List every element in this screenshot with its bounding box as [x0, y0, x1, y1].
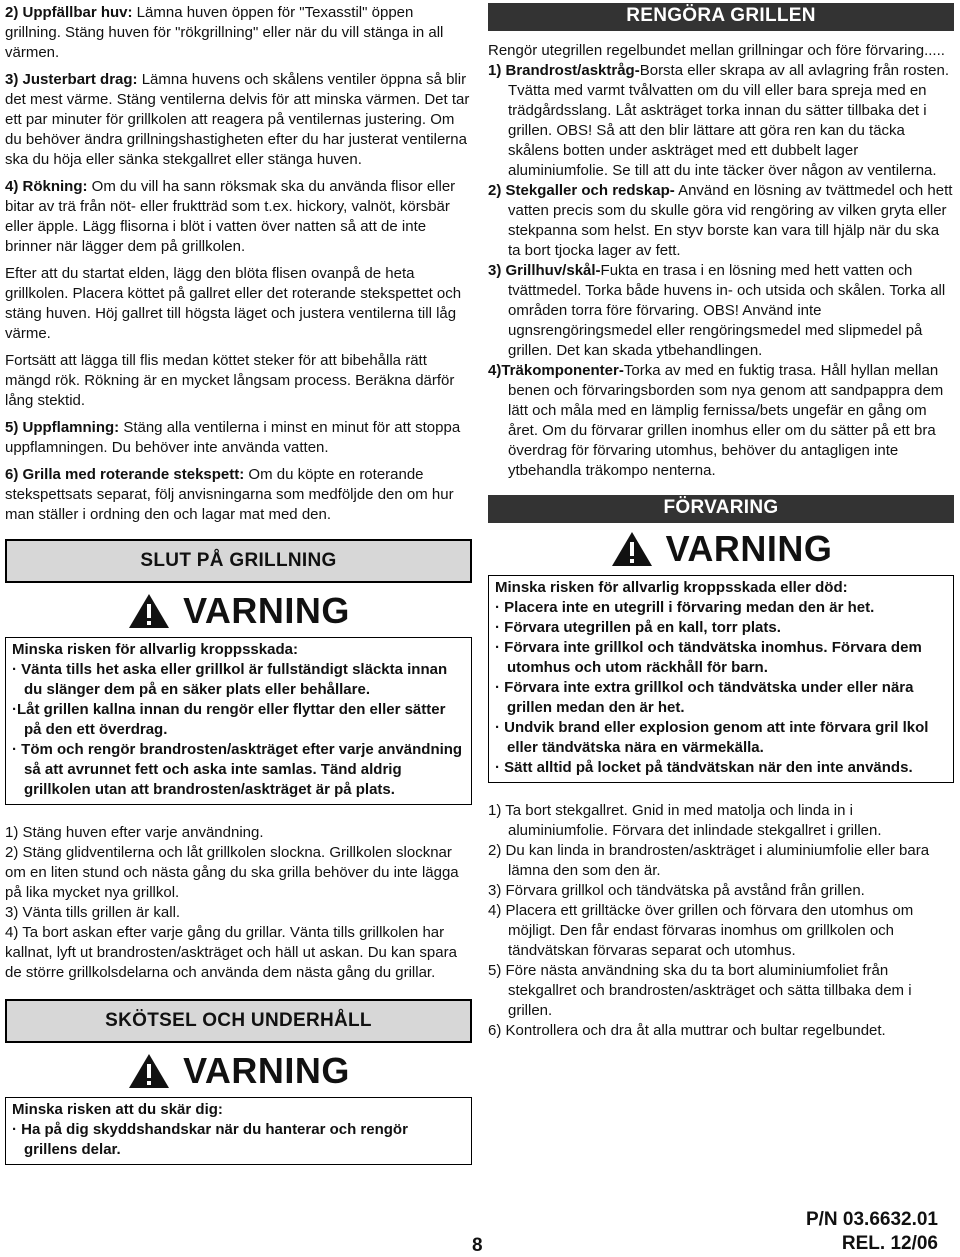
warning-item: · Förvara inte extra grillkol och tändvätska under eller nära grillen medan den är het.	[495, 679, 914, 716]
add-chips-paragraph: Fortsätt att lägga till flis medan köttet steker för att bibehålla rätt mängd rök. Rökning är en mycket långsam process. Beräkna därför lång stektid.	[5, 352, 455, 409]
warning-item: · Töm och rengör brandrosten/askträget efter varje användning så att avrunnet fett och aska inte samlas. Tänd aldrig grillkolen utan att brandrosten/askträget är på plats.	[12, 741, 463, 798]
paragraph-heading: 2) Uppfällbar huv:	[5, 4, 133, 21]
paragraph-text: Stäng alla ventilerna i minst en minut för att stoppa uppflamningen. Du behöver inte använda vatten.	[5, 419, 461, 456]
item-text: Torka av med en fuktig trasa. Håll hyllan mellan benen och förvaringsborden som nya genom att sandpappra dem lätt och måla med en lämplig fernissa/bets ungefär en gång om året. Om du förvarar grillen inomhus eller om du sätter på ett bra överdrag för förvaring utomhus, behöver du antagligen inte ytbehandla träkompo nenterna.	[508, 362, 944, 479]
warning-item: ·Låt grillen kallna innan du rengör eller flyttar den eller sätter på den ett överdrag.	[12, 701, 446, 738]
warning-box-end-of-grilling	[5, 637, 472, 805]
warning-box-storage	[488, 575, 954, 783]
item-text: Borsta eller skrapa av all avlagring från rosten. Tvätta med varmt tvålvatten om du vill eller bara spreja med en trädgårdsslang. Låt askträget torka innan du sätter tillbaka det i grillen. OBS! Så att den blir lättare att göra ren kan du täcka skålens botten under askträget med ett dubbelt lager aluminiumfolie. Se till att du inte täcker över någon av ventilerna.	[508, 62, 950, 179]
step-item: 4) Ta bort askan efter varje gång du grillar. Vänta tills grillkolen har kallnat, lyft ut brandrosten/askträget och häll ut askan. Du kan spara de större grillkolsdelarna och använda dem nästa gång du grillar.	[5, 924, 457, 981]
end-of-grilling-steps	[5, 823, 472, 983]
cleaning-list	[488, 61, 954, 481]
warning-item: · Vänta tills het aska eller grillkol är fullständigt släckta innan du slänger dem på en säker plats eller behållare.	[12, 661, 448, 698]
left-column	[5, 3, 472, 1165]
warning-item: · Förvara inte grillkol och tändvätska inomhus. Förvara dem utomhus och utom räckhåll för barn.	[495, 639, 922, 676]
section-header-care-maintenance: SKÖTSEL OCH UNDERHÅLL	[5, 999, 472, 1043]
step-item: 4) Placera ett grilltäcke över grillen och förvara den utomhus om möjligt. Den får endast förvaras inomhus om grillkolen och tändvätskan förvaras separat och utomhus.	[488, 902, 914, 959]
smoking-paragraph	[5, 177, 472, 257]
warning-banner	[488, 527, 954, 571]
section-header-cleaning: RENGÖRA GRILLEN	[488, 3, 954, 31]
warning-lead: Minska risken att du skär dig:	[12, 1101, 223, 1118]
step-item: 1) Ta bort stekgallret. Gnid in med matolja och linda in i aluminiumfolie. Förvara det inlindade stekgallret i grillen.	[488, 802, 882, 839]
item-heading: 1) Brandrost/asktråg-	[488, 62, 640, 79]
warning-triangle-icon	[610, 530, 654, 568]
part-number: P/N 03.6632.01	[805, 1209, 938, 1230]
item-heading: 3) Grillhuv/skål-	[488, 262, 601, 279]
paragraph-text: Lämna huven öppen för "Texasstil" öppen grillning. Stäng huven för "rökgrillning" eller när du vill stänga in all värmen.	[5, 4, 444, 61]
warning-triangle-icon	[127, 1052, 171, 1090]
warning-item: · Placera inte en utegrill i förvaring medan den är het.	[495, 599, 875, 616]
cleaning-intro: Rengör utegrillen regelbundet mellan grillningar och före förvaring.....	[488, 42, 945, 59]
item-heading: 4)Träkomponenter-	[488, 362, 624, 379]
cleaning-item	[488, 261, 954, 361]
cleaning-item	[488, 61, 954, 181]
adjustable-draft-paragraph	[5, 70, 472, 170]
rotisserie-paragraph	[5, 465, 472, 525]
storage-steps	[488, 801, 954, 1041]
page-number: 8	[472, 1235, 483, 1256]
warning-word: VARNING	[183, 590, 350, 631]
step-item: 3) Vänta tills grillen är kall.	[5, 904, 181, 921]
wood-chips-paragraph: Efter att du startat elden, lägg den blöta flisen ovanpå de heta grillkolen. Placera köttet på gallret eller det roterande stekspettet och stäng huven. Höj gallret till högsta läget och justera ventilerna till låg värme.	[5, 265, 462, 342]
warning-word: VARNING	[665, 528, 833, 569]
adjustable-hood-paragraph	[5, 3, 472, 63]
release-date: REL. 12/06	[841, 1233, 938, 1254]
paragraph-heading: 6) Grilla med roterande stekspett:	[5, 466, 245, 483]
item-text: Använd en lösning av tvättmedel och hett vatten precis som du skulle göra vid rengöring av vilken gryta eller stekpanna som helst. En styv borste kan vara till hjälp när du ska ta bort tjocka lager av fett.	[508, 182, 953, 259]
warning-triangle-icon	[127, 592, 171, 630]
paragraph-heading: 3) Justerbart drag:	[5, 71, 138, 88]
warning-word: VARNING	[183, 1050, 350, 1091]
step-item: 1) Stäng huven efter varje användning.	[5, 824, 264, 841]
warning-item: · Ha på dig skyddshandskar när du hanterar och rengör grillens delar.	[12, 1121, 408, 1158]
warning-item: · Sätt alltid på locket på tändvätskan när den inte används.	[495, 759, 913, 776]
cleaning-item	[488, 361, 954, 481]
flare-up-paragraph	[5, 418, 472, 458]
warning-lead: Minska risken för allvarlig kroppsskada eller död:	[495, 579, 848, 596]
section-header-storage: FÖRVARING	[488, 495, 954, 523]
paragraph-heading: 5) Uppflamning:	[5, 419, 120, 436]
warning-item: · Förvara utegrillen på en kall, torr plats.	[495, 619, 781, 636]
step-item: 3) Förvara grillkol och tändvätska på avstånd från grillen.	[488, 882, 865, 899]
paragraph-heading: 4) Rökning:	[5, 178, 88, 195]
paragraph-text: Om du vill ha sann röksmak ska du använda flisor eller bitar av trä från nöt- eller fruktträd som t.ex. hickory, valnöt, körsbär eller äpple. Lägg flisorna i blöt i vatten över natten så att de inte brinner när lägger dem på grillkolen.	[5, 178, 456, 255]
warning-item: · Undvik brand eller explosion genom att inte förvara gril lkol eller tändvätska nära en värmekälla.	[495, 719, 929, 756]
item-heading: 2) Stekgaller och redskap-	[488, 182, 675, 199]
part-number-block	[806, 1208, 938, 1256]
step-item: 6) Kontrollera och dra åt alla muttrar och bultar regelbundet.	[488, 1022, 886, 1039]
paragraph-text: Lämna huvens och skålens ventiler öppna så blir det mest värme. Stäng ventilerna delvis för att minska värmen. Det tar ett par minuter för grillkolen att reagera på ventilernas justering. Om du behöver ändra grillningshastigheten efter du har justerat ventilerna ska du höja eller sänka stekgallret eller stänga huven.	[5, 71, 470, 168]
step-item: 2) Stäng glidventilerna och låt grillkolen slockna. Grillkolen slocknar om en liten stund och nästa gång du ska grilla behöver du inte lägga på lika mycket nya grillkol.	[5, 844, 459, 901]
warning-box-cut	[5, 1097, 472, 1165]
right-column	[488, 3, 954, 1041]
step-item: 5) Före nästa användning ska du ta bort aluminiumfoliet från stekgallret och brandrosten/askträget och sätta tillbaka dem i grillen.	[488, 962, 912, 1019]
section-header-end-of-grilling: SLUT PÅ GRILLNING	[5, 539, 472, 583]
item-text: Fukta en trasa i en lösning med hett vatten och tvättmedel. Torka både huvens in- och utsida och skålen. Torka all områden torra före förvaring. OBS! Använd inte ugnsrengöringsmedel eller rengöringsmedel med slipmedel på grillen. Det kan skada ytbehandlingen.	[508, 262, 946, 359]
paragraph-text: Om du köpte en roterande stekspettsats separat, följ anvisningarna som medföljde den om hur man ställer i ordning den och lagar mat med den.	[5, 466, 454, 523]
cleaning-item	[488, 181, 954, 261]
warning-banner	[5, 1049, 472, 1093]
warning-lead: Minska risken för allvarlig kroppsskada:	[12, 641, 298, 658]
step-item: 2) Du kan linda in brandrosten/askträget i aluminiumfolie eller bara lämna den som den är.	[488, 842, 930, 879]
warning-banner	[5, 589, 472, 633]
